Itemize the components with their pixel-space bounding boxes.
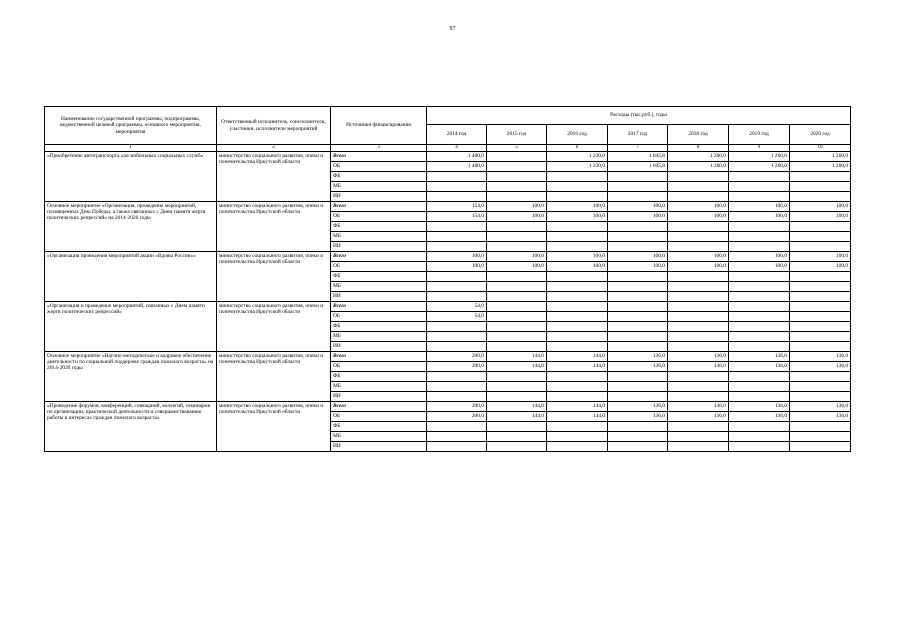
expense-value: 100,0 (547, 202, 608, 212)
expense-value (487, 152, 547, 162)
funding-source: ИИ (331, 442, 427, 452)
expense-value (668, 192, 729, 202)
expense-value (547, 372, 608, 382)
expense-value (729, 292, 790, 302)
page-number: 97 (449, 26, 456, 32)
expense-value: 136,0 (608, 362, 668, 372)
expense-value: 136,0 (729, 352, 790, 362)
expense-value (427, 422, 487, 432)
expense-value (668, 432, 729, 442)
funding-source: Всего (331, 402, 427, 412)
expense-value (668, 292, 729, 302)
expense-value: 144,0 (487, 362, 547, 372)
expense-value (427, 442, 487, 452)
header-year: 2020 год (790, 125, 851, 145)
expense-value: 136,0 (608, 352, 668, 362)
expense-value: 1 045,8 (608, 152, 668, 162)
expense-value (487, 332, 547, 342)
expense-value: 54,0 (427, 312, 487, 322)
program-name: «Приобретение автотранспорта для мобильных социальных служб» (45, 152, 217, 202)
expense-value: 100,0 (608, 252, 668, 262)
funding-source: ИИ (331, 292, 427, 302)
expense-value (547, 282, 608, 292)
funding-source: ФБ (331, 372, 427, 382)
expense-value (608, 322, 668, 332)
expense-value: 100,0 (668, 262, 729, 272)
expense-value (729, 242, 790, 252)
funding-source: ОБ (331, 362, 427, 372)
expense-value: 200,0 (427, 402, 487, 412)
expense-value (608, 382, 668, 392)
expense-value (790, 442, 851, 452)
expense-value (608, 282, 668, 292)
funding-source: ОБ (331, 412, 427, 422)
expense-value (608, 392, 668, 402)
expense-value (668, 272, 729, 282)
expense-value (608, 272, 668, 282)
funding-source: ИИ (331, 342, 427, 352)
expense-value: 136,0 (790, 402, 851, 412)
expense-value: 100,0 (547, 262, 608, 272)
expense-value (487, 292, 547, 302)
expense-value (608, 422, 668, 432)
expense-value: 100,0 (487, 252, 547, 262)
expense-value (608, 312, 668, 322)
expense-value: 200,0 (427, 412, 487, 422)
expense-value (487, 162, 547, 172)
expense-value (608, 302, 668, 312)
table-row (45, 302, 851, 312)
expense-value (547, 172, 608, 182)
expense-value: 100,0 (729, 262, 790, 272)
expense-value: 100,0 (790, 262, 851, 272)
expense-value (790, 332, 851, 342)
expense-value (547, 322, 608, 332)
expense-value: 136,0 (668, 352, 729, 362)
funding-source: ИИ (331, 392, 427, 402)
funding-source: МБ (331, 182, 427, 192)
expense-value (547, 232, 608, 242)
expense-value (668, 312, 729, 322)
expense-value (729, 322, 790, 332)
expense-value (608, 192, 668, 202)
expense-value: 100,0 (668, 202, 729, 212)
expense-value: 1 260,0 (790, 162, 851, 172)
funding-source: ОБ (331, 262, 427, 272)
header-year: 2015 год (487, 125, 547, 145)
expense-value (487, 232, 547, 242)
expense-value: 154,0 (427, 202, 487, 212)
funding-source: Всего (331, 302, 427, 312)
expense-value (729, 192, 790, 202)
expense-value (547, 182, 608, 192)
expense-value (668, 242, 729, 252)
expense-value: 100,0 (487, 212, 547, 222)
expense-value (729, 172, 790, 182)
expense-value (668, 282, 729, 292)
funding-source: МБ (331, 232, 427, 242)
executor: министерство социального развития, опеки и попечительства Иркутской области (217, 252, 331, 302)
expense-value (790, 192, 851, 202)
expense-value (790, 292, 851, 302)
expense-value (608, 332, 668, 342)
column-number: 2 (217, 145, 331, 152)
expense-value: 144,0 (487, 402, 547, 412)
header-sources: Источники финансирования (331, 107, 427, 145)
expense-value (487, 372, 547, 382)
expense-value (668, 182, 729, 192)
expense-value (487, 192, 547, 202)
expense-value: 144,0 (487, 412, 547, 422)
expense-value: 136,0 (668, 412, 729, 422)
funding-source: ИИ (331, 192, 427, 202)
expense-value (729, 372, 790, 382)
funding-source: ИИ (331, 242, 427, 252)
expense-value (790, 182, 851, 192)
expense-value (790, 312, 851, 322)
expense-value: 54,0 (427, 302, 487, 312)
expense-value: 200,0 (427, 352, 487, 362)
expense-value (427, 282, 487, 292)
funding-source: Всего (331, 152, 427, 162)
expense-value: 144,0 (547, 402, 608, 412)
expense-value (427, 172, 487, 182)
header-year: 2014 год (427, 125, 487, 145)
expense-value: 136,0 (668, 402, 729, 412)
expense-value (729, 282, 790, 292)
funding-source: ФБ (331, 322, 427, 332)
funding-source: ФБ (331, 272, 427, 282)
funding-source: Всего (331, 352, 427, 362)
expense-value (608, 172, 668, 182)
expense-value (668, 322, 729, 332)
executor: министерство социального развития, опеки и попечительства Иркутской области (217, 152, 331, 202)
expense-value: 136,0 (729, 402, 790, 412)
column-number: 1 (45, 145, 217, 152)
expense-value (547, 442, 608, 452)
expense-value: 100,0 (487, 202, 547, 212)
funding-source: ОБ (331, 312, 427, 322)
expense-value: 1 260,0 (729, 152, 790, 162)
expense-value (547, 342, 608, 352)
expense-value: 100,0 (487, 262, 547, 272)
expense-value (487, 302, 547, 312)
expense-value (487, 442, 547, 452)
expense-value (487, 172, 547, 182)
expense-value (729, 272, 790, 282)
expense-value: 144,0 (547, 362, 608, 372)
expense-value (790, 322, 851, 332)
expense-value (729, 392, 790, 402)
expense-value (608, 342, 668, 352)
expense-value (547, 392, 608, 402)
expense-value (427, 392, 487, 402)
expense-value (487, 282, 547, 292)
expense-value (547, 432, 608, 442)
expense-value (487, 382, 547, 392)
program-name: «Организация проведения мероприятий акции «Вдовы России»» (45, 252, 217, 302)
column-number: 4 (427, 145, 487, 152)
expense-value: 1 045,8 (608, 162, 668, 172)
executor: министерство социального развития, опеки и попечительства Иркутской области (217, 202, 331, 252)
expense-value (729, 302, 790, 312)
header-year: 2018 год (668, 125, 729, 145)
expense-value: 144,0 (547, 412, 608, 422)
expense-value (668, 222, 729, 232)
expense-value: 100,0 (427, 252, 487, 262)
expense-value (547, 312, 608, 322)
expense-value: 1 400,0 (427, 162, 487, 172)
expense-value: 100,0 (790, 212, 851, 222)
expense-value (427, 192, 487, 202)
expense-value: 100,0 (547, 212, 608, 222)
program-name: «Организация и проведение мероприятий, связанных с Днем памяти жертв политических репрессий» (45, 302, 217, 352)
expense-value: 100,0 (608, 212, 668, 222)
program-name: «Проведение форумов, конференций, совещаний, коллегий, семинаров по организации, практической деятельности и совершенствованию работы в интересах граждан пожилого возраста» (45, 402, 217, 452)
expense-value (790, 372, 851, 382)
expense-value: 100,0 (608, 202, 668, 212)
header-executor: Ответственный исполнитель, соисполнители, участники, исполнители мероприятий (217, 107, 331, 145)
expense-value (790, 302, 851, 312)
expense-value (790, 422, 851, 432)
column-number: 6 (547, 145, 608, 152)
expense-value (729, 342, 790, 352)
expense-value: 100,0 (729, 202, 790, 212)
expense-value: 136,0 (790, 362, 851, 372)
expense-value (427, 222, 487, 232)
expense-value (487, 342, 547, 352)
column-number: 9 (729, 145, 790, 152)
expense-value (487, 392, 547, 402)
expense-value (608, 222, 668, 232)
expense-value (790, 172, 851, 182)
expense-value: 100,0 (668, 212, 729, 222)
expense-value: 136,0 (790, 352, 851, 362)
funding-source: ОБ (331, 212, 427, 222)
expense-value (790, 222, 851, 232)
expense-value (547, 382, 608, 392)
expense-value (790, 432, 851, 442)
expense-value (608, 432, 668, 442)
column-number: 7 (608, 145, 668, 152)
expense-value (427, 272, 487, 282)
expense-value (427, 382, 487, 392)
expense-value (487, 422, 547, 432)
expense-value (608, 182, 668, 192)
expense-value (729, 382, 790, 392)
column-number: 5 (487, 145, 547, 152)
expense-value (668, 332, 729, 342)
expense-value (427, 182, 487, 192)
expense-value: 1 330,0 (547, 152, 608, 162)
expense-value (729, 232, 790, 242)
expense-value: 136,0 (729, 412, 790, 422)
expense-value: 1 260,0 (729, 162, 790, 172)
expense-value: 144,0 (547, 352, 608, 362)
expense-value (729, 312, 790, 322)
expense-value (487, 272, 547, 282)
funding-source: МБ (331, 432, 427, 442)
header-year: 2016 год (547, 125, 608, 145)
expense-value (487, 322, 547, 332)
column-number: 3 (331, 145, 427, 152)
expense-value (547, 302, 608, 312)
expense-value (427, 332, 487, 342)
funding-source: ФБ (331, 222, 427, 232)
program-name: Основное мероприятие «Организация, проведение мероприятий, посвященных Дню Победы, а также связанных с Днем памяти жертв политических репрессий» на 2014-2020 годы (45, 202, 217, 252)
expense-value: 100,0 (608, 262, 668, 272)
expense-value: 200,0 (427, 362, 487, 372)
expense-value: 136,0 (668, 362, 729, 372)
expense-value (427, 342, 487, 352)
funding-source: Всего (331, 202, 427, 212)
expense-value: 100,0 (729, 212, 790, 222)
expense-value (668, 392, 729, 402)
expense-value: 100,0 (547, 252, 608, 262)
expense-value (487, 312, 547, 322)
expense-value (668, 232, 729, 242)
expense-value (487, 242, 547, 252)
expense-value: 1 260,0 (668, 162, 729, 172)
expense-value (668, 342, 729, 352)
table-row (45, 202, 851, 212)
expense-value (668, 172, 729, 182)
expense-value: 1 260,0 (668, 152, 729, 162)
expense-value (729, 442, 790, 452)
budget-table (44, 106, 851, 452)
table-row (45, 152, 851, 162)
expense-value (427, 432, 487, 442)
expense-value (790, 272, 851, 282)
executor: министерство социального развития, опеки и попечительства Иркутской области (217, 302, 331, 352)
column-number: 10 (790, 145, 851, 152)
expense-value: 136,0 (790, 412, 851, 422)
expense-value (427, 242, 487, 252)
expense-value (547, 242, 608, 252)
header-expenses: Расходы (тыс.руб.), годы (427, 107, 851, 125)
expense-value (608, 242, 668, 252)
expense-value (729, 422, 790, 432)
expense-value (487, 432, 547, 442)
expense-value: 1 400,0 (427, 152, 487, 162)
header-year: 2019 год (729, 125, 790, 145)
expense-value (547, 292, 608, 302)
expense-value: 154,0 (427, 212, 487, 222)
header-name: Наименование государственной программы, подпрограммы, ведомственной целевой программы, основного мероприятия, мероприятия (45, 107, 217, 145)
table-row (45, 352, 851, 362)
program-name: Основное мероприятие «Научно-методическое и кадровое обеспечение деятельности по социальной поддержке граждан пожилого возраста» на 2014-2020 годы (45, 352, 217, 402)
expense-value (608, 372, 668, 382)
expense-value: 100,0 (790, 202, 851, 212)
expense-value: 1 260,0 (790, 152, 851, 162)
expense-value (608, 292, 668, 302)
funding-source: Всего (331, 252, 427, 262)
expense-value: 1 330,0 (547, 162, 608, 172)
expense-value: 136,0 (608, 412, 668, 422)
expense-value (547, 332, 608, 342)
expense-value (668, 372, 729, 382)
funding-source: ОБ (331, 162, 427, 172)
expense-value: 100,0 (668, 252, 729, 262)
expense-value (729, 332, 790, 342)
funding-source: МБ (331, 282, 427, 292)
expense-value (608, 232, 668, 242)
header-year: 2017 год (608, 125, 668, 145)
expense-value (790, 342, 851, 352)
executor: министерство социального развития, опеки и попечительства Иркутской области (217, 402, 331, 452)
expense-value (790, 382, 851, 392)
expense-value (668, 422, 729, 432)
expense-value (790, 242, 851, 252)
table-row (45, 402, 851, 412)
expense-value (427, 232, 487, 242)
expense-value (547, 272, 608, 282)
expense-value: 100,0 (427, 262, 487, 272)
expense-value: 136,0 (729, 362, 790, 372)
expense-value (487, 182, 547, 192)
expense-value (790, 282, 851, 292)
executor: министерство социального развития, опеки и попечительства Иркутской области (217, 352, 331, 402)
expense-value: 144,0 (487, 352, 547, 362)
expense-value (729, 222, 790, 232)
expense-value: 136,0 (608, 402, 668, 412)
expense-value (729, 182, 790, 192)
column-number: 8 (668, 145, 729, 152)
expense-value (427, 292, 487, 302)
table-row (45, 252, 851, 262)
expense-value (608, 442, 668, 452)
funding-source: ФБ (331, 172, 427, 182)
expense-value (487, 222, 547, 232)
expense-value: 100,0 (729, 252, 790, 262)
expense-value (427, 372, 487, 382)
expense-value (427, 322, 487, 332)
expense-value: 100,0 (790, 252, 851, 262)
expense-value (668, 382, 729, 392)
expense-value (547, 192, 608, 202)
funding-source: ФБ (331, 422, 427, 432)
expense-value (547, 222, 608, 232)
funding-source: МБ (331, 332, 427, 342)
expense-value (668, 302, 729, 312)
expense-value (547, 422, 608, 432)
funding-source: МБ (331, 382, 427, 392)
expense-value (729, 432, 790, 442)
expense-value (668, 442, 729, 452)
expense-value (790, 232, 851, 242)
expense-value (790, 392, 851, 402)
